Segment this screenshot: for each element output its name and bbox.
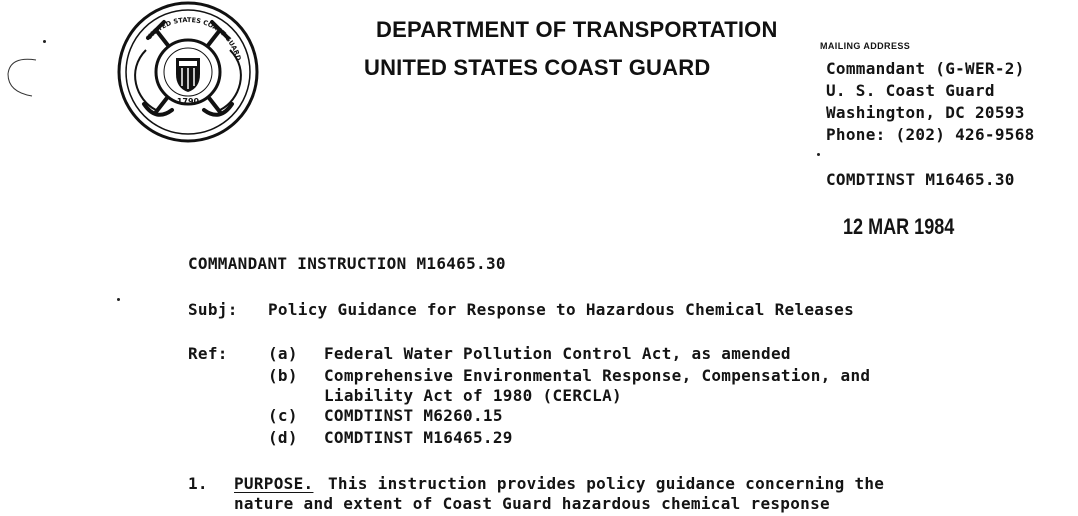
reference-text-b-line-2: Liability Act of 1980 (CERCLA) [324, 386, 622, 405]
document-date: 12 MAR 1984 [843, 214, 955, 239]
section-text-line-2: nature and extent of Coast Guard hazardous chemical response [234, 494, 830, 513]
reference-text-d: COMDTINST M16465.29 [324, 428, 513, 447]
reference-tag-c: (c) [268, 406, 298, 425]
references-label: Ref: [188, 344, 228, 363]
section-text-line-1: This instruction provides policy guidance concerning the [328, 474, 885, 493]
mailing-line-1: Commandant (G-WER-2) [826, 59, 1025, 78]
subject-text: Policy Guidance for Response to Hazardous Chemical Releases [268, 300, 855, 319]
section-heading: PURPOSE. [234, 474, 314, 493]
subject-label: Subj: [188, 300, 238, 319]
coast-guard-seal [116, 0, 260, 144]
reference-text-c: COMDTINST M6260.15 [324, 406, 503, 425]
scan-dot [43, 40, 46, 43]
instruction-title: COMMANDANT INSTRUCTION M16465.30 [188, 254, 506, 273]
seal-year: 1790 [176, 97, 200, 106]
seal-ring-text: UNITED STATES COAST GUARD [145, 15, 243, 62]
reference-tag-a: (a) [268, 344, 298, 363]
scan-dot [117, 298, 120, 301]
scan-dot [817, 153, 820, 156]
mailing-line-4: Phone: (202) 426-9568 [826, 125, 1035, 144]
reference-tag-d: (d) [268, 428, 298, 447]
scan-mark [0, 52, 40, 102]
reference-text-b-line-1: Comprehensive Environmental Response, Compensation, and [324, 366, 871, 385]
mailing-line-3: Washington, DC 20593 [826, 103, 1025, 122]
department-heading: DEPARTMENT OF TRANSPORTATION [376, 17, 778, 42]
section-number: 1. [188, 474, 208, 493]
mailing-line-2: U. S. Coast Guard [826, 81, 995, 100]
reference-text-a: Federal Water Pollution Control Act, as amended [324, 344, 791, 363]
reference-tag-b: (b) [268, 366, 298, 385]
agency-heading: UNITED STATES COAST GUARD [364, 55, 711, 80]
mailing-address-caption: MAILING ADDRESS [820, 41, 911, 51]
reference-number: COMDTINST M16465.30 [826, 170, 1015, 189]
